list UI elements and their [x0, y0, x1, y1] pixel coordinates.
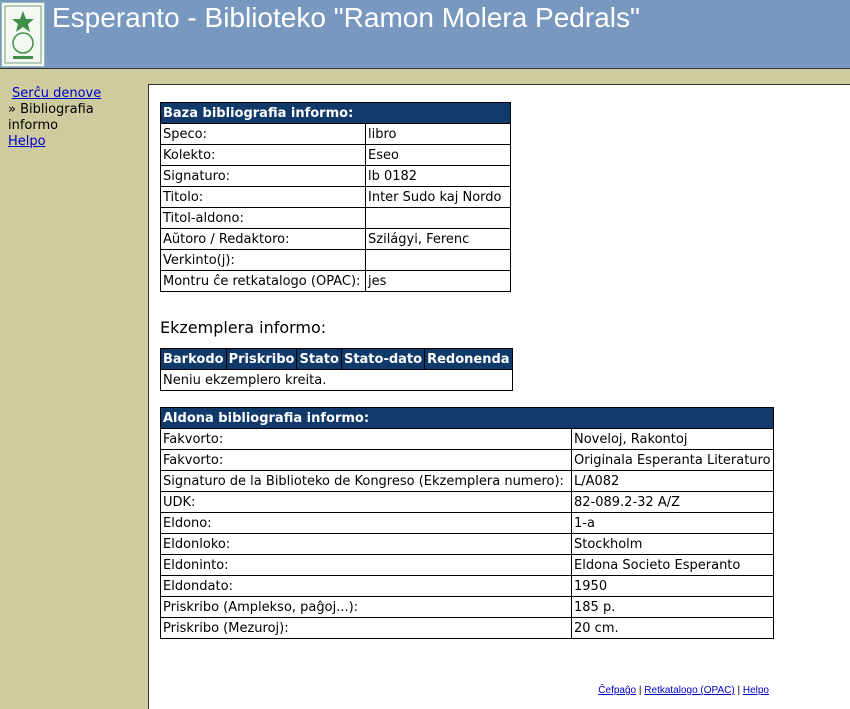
search-again-link[interactable]: Serĉu denove — [12, 86, 102, 101]
field-label: Speco: — [161, 124, 366, 145]
table-header-row — [161, 349, 513, 370]
field-label: Kolekto: — [161, 145, 366, 166]
field-value: jes — [366, 271, 511, 292]
field-value: Stockholm — [572, 534, 774, 555]
table-row — [161, 576, 774, 597]
field-value: Noveloj, Rakontoj — [572, 429, 774, 450]
column-header-status-date: Stato-dato — [341, 349, 424, 370]
table-row — [161, 370, 513, 391]
library-logo-icon — [1, 2, 45, 67]
table-row — [161, 166, 511, 187]
extra-info-caption: Aldona bibliografia informo: — [161, 408, 774, 429]
field-label: Signaturo: — [161, 166, 366, 187]
field-value — [366, 208, 511, 229]
footer-separator: | — [638, 685, 642, 696]
field-label: UDK: — [161, 492, 572, 513]
table-row — [161, 618, 774, 639]
table-row — [161, 208, 511, 229]
field-value: lb 0182 — [366, 166, 511, 187]
field-label: Titol-aldono: — [161, 208, 366, 229]
home-link[interactable]: Ĉefpaĝo — [598, 685, 637, 696]
field-label: Montru ĉe retkatalogo (OPAC): — [161, 271, 366, 292]
footer-separator: | — [737, 685, 741, 696]
field-value: Szilágyi, Ferenc — [366, 229, 511, 250]
extra-info-table — [160, 407, 774, 639]
table-row — [161, 513, 774, 534]
table-row — [161, 187, 511, 208]
main-content — [148, 84, 850, 709]
basic-info-table — [160, 102, 511, 292]
field-value: L/A082 — [572, 471, 774, 492]
table-row — [161, 429, 774, 450]
field-label: Fakvorto: — [161, 450, 572, 471]
field-label: Eldondato: — [161, 576, 572, 597]
field-label: Eldono: — [161, 513, 572, 534]
footer-help-link[interactable]: Helpo — [742, 685, 769, 696]
table-row — [161, 124, 511, 145]
field-value: 1-a — [572, 513, 774, 534]
field-label: Signaturo de la Biblioteko de Kongreso (Ekzemplera numero): — [161, 471, 572, 492]
field-value: libro — [366, 124, 511, 145]
field-label: Fakvorto: — [161, 429, 572, 450]
table-row — [161, 534, 774, 555]
field-label: Eldonloko: — [161, 534, 572, 555]
table-row — [161, 555, 774, 576]
sidebar-item-help — [8, 134, 143, 150]
field-value: Eseo — [366, 145, 511, 166]
field-value: Inter Sudo kaj Nordo — [366, 187, 511, 208]
field-label: Priskribo (Mezuroj): — [161, 618, 572, 639]
column-header-barcode: Barkodo — [161, 349, 227, 370]
field-label: Priskribo (Amplekso, paĝoj...): — [161, 597, 572, 618]
field-value: Eldona Societo Esperanto — [572, 555, 774, 576]
column-header-status: Stato — [297, 349, 342, 370]
copies-table — [160, 348, 513, 391]
help-link[interactable]: Helpo — [8, 134, 46, 149]
page-header — [0, 0, 850, 69]
sidebar-current-item: » Bibliografia informo — [8, 102, 94, 133]
no-copies-message: Neniu ekzemplero kreita. — [161, 370, 513, 391]
footer-links — [149, 685, 769, 696]
field-label: Verkinto(j): — [161, 250, 366, 271]
opac-link[interactable]: Retkatalogo (OPAC) — [644, 685, 735, 696]
table-row — [161, 145, 511, 166]
table-row — [161, 471, 774, 492]
table-row — [161, 271, 511, 292]
sidebar-item-search — [8, 86, 143, 102]
field-value: 1950 — [572, 576, 774, 597]
field-value: 82-089.2-32 A/Z — [572, 492, 774, 513]
field-label: Aŭtoro / Redaktoro: — [161, 229, 366, 250]
copies-heading: Ekzemplera informo: — [160, 318, 327, 337]
table-row — [161, 250, 511, 271]
table-row — [161, 492, 774, 513]
field-value: 20 cm. — [572, 618, 774, 639]
sidebar — [8, 86, 143, 150]
field-value — [366, 250, 511, 271]
field-value: 185 p. — [572, 597, 774, 618]
field-label: Titolo: — [161, 187, 366, 208]
basic-info-caption: Baza bibliografia informo: — [161, 103, 511, 124]
table-row — [161, 450, 774, 471]
field-value: Originala Esperanta Literaturo — [572, 450, 774, 471]
page-title: Esperanto - Biblioteko "Ramon Molera Pedrals" — [52, 2, 640, 33]
table-row — [161, 229, 511, 250]
column-header-description: Priskribo — [226, 349, 297, 370]
field-label: Eldoninto: — [161, 555, 572, 576]
column-header-due: Redonenda — [425, 349, 512, 370]
table-row — [161, 597, 774, 618]
